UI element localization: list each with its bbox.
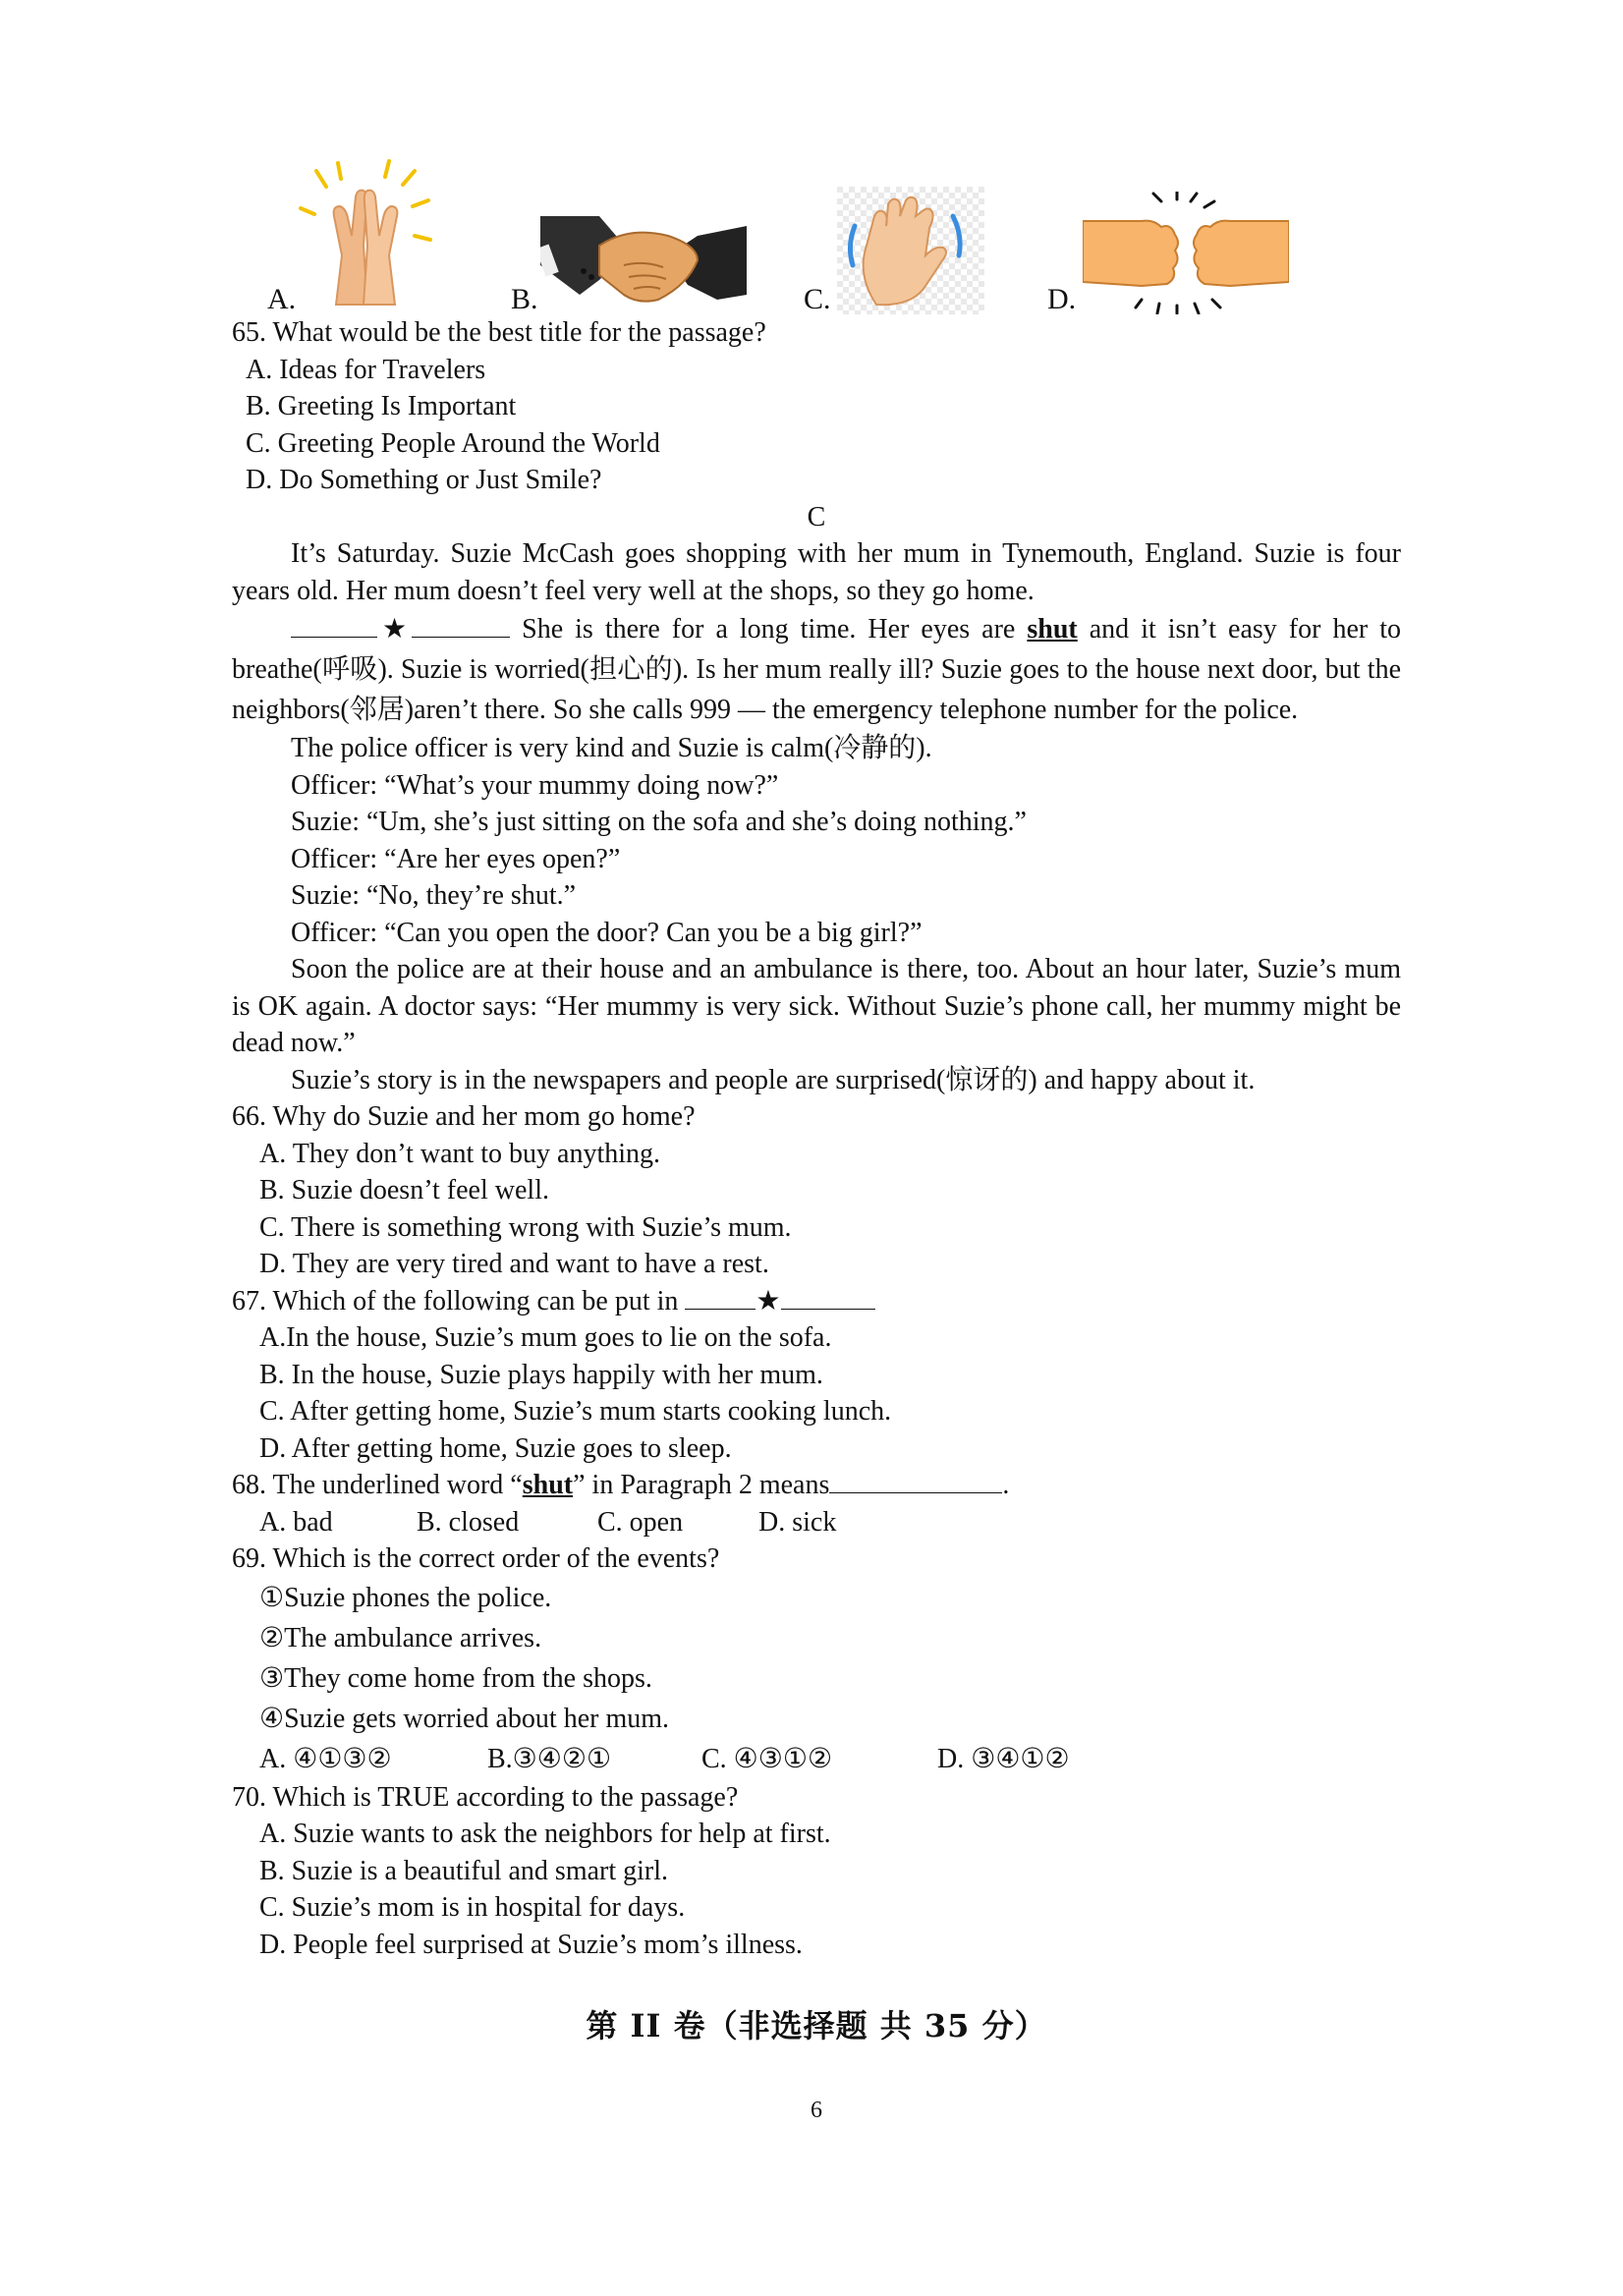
q68-option-c: C. open bbox=[597, 1506, 684, 1538]
q69-option-d: D. ③④①② bbox=[937, 1743, 1070, 1774]
q70-option-d: D. People feel surprised at Suzie’s mom’s illness. bbox=[259, 1929, 803, 1960]
waving-hand-icon bbox=[837, 187, 984, 314]
q70-stem: 70. Which is TRUE according to the passage? bbox=[232, 1781, 739, 1813]
picture-label-c: C. bbox=[804, 283, 831, 315]
passage-paragraph-3: The police officer is very kind and Suzie is calm(冷静的). bbox=[291, 733, 932, 763]
q68-stem bbox=[232, 1467, 1401, 1504]
q67-stem-text: 67. Which of the following can be put in bbox=[232, 1285, 686, 1316]
page-number: 6 bbox=[811, 2098, 822, 2123]
q65-option-c: C. Greeting People Around the World bbox=[246, 427, 660, 459]
passage-letter: C bbox=[807, 501, 826, 532]
q65-option-d: D. Do Something or Just Smile? bbox=[246, 465, 602, 495]
picture-options-row bbox=[232, 147, 1401, 314]
q65-stem: 65. What would be the best title for the passage? bbox=[232, 317, 766, 348]
blank-line bbox=[685, 1283, 756, 1310]
star-marker: ★ bbox=[756, 1285, 781, 1316]
underlined-word: shut bbox=[522, 1470, 574, 1500]
q67-option-b: B. In the house, Suzie plays happily with her mum. bbox=[259, 1359, 823, 1390]
q66-option-b: B. Suzie doesn’t feel well. bbox=[259, 1175, 549, 1205]
q70-option-a: A. Suzie wants to ask the neighbors for help at first. bbox=[259, 1819, 831, 1849]
passage-paragraph-4: Soon the police are at their house and an ambulance is there, too. About an hour later, Suzie’s mum is OK again. A doctor says: “Her mummy is very sick. Without Suzie’s phone call, her mummy might be dead now.” bbox=[232, 954, 1401, 1058]
q68-option-a: A. bad bbox=[259, 1506, 333, 1538]
q68-option-b: B. closed bbox=[417, 1506, 520, 1538]
underlined-word: shut bbox=[1027, 614, 1078, 644]
q68-option-d: D. sick bbox=[758, 1506, 837, 1538]
q70-option-b: B. Suzie is a beautiful and smart girl. bbox=[259, 1855, 669, 1886]
q67-option-c: C. After getting home, Suzie’s mum starts cooking lunch. bbox=[259, 1396, 892, 1427]
q69-option-b: B.③④②① bbox=[487, 1743, 612, 1774]
dialog-line: Suzie: “Um, she’s just sitting on the sofa and she’s doing nothing.” bbox=[291, 807, 1027, 837]
dialog-line: Officer: “Can you open the door? Can you be a big girl?” bbox=[291, 917, 923, 948]
handshake-icon bbox=[540, 206, 747, 314]
dialog-line: Officer: “Are her eyes open?” bbox=[291, 843, 621, 874]
picture-label-b: B. bbox=[511, 283, 538, 315]
dialog-line: Officer: “What’s your mummy doing now?” bbox=[291, 769, 779, 801]
q66-option-c: C. There is something wrong with Suzie’s mum. bbox=[259, 1211, 792, 1243]
paragraph-2-text-b: and it isn’t easy for her to breathe(呼吸). Suzie is worried(担心的). Is her mum really ill? Suzie goes to the house next door, but the neighbors(邻居)aren’t there. So she calls 999 — the emergency telephone number for the police. bbox=[232, 614, 1401, 725]
q66-stem: 66. Why do Suzie and her mom go home? bbox=[232, 1101, 696, 1132]
q68-stem-text: 68. The underlined word “ bbox=[232, 1470, 523, 1500]
q69-event: ①Suzie phones the police. bbox=[259, 1582, 552, 1613]
q69-event: ②The ambulance arrives. bbox=[259, 1622, 542, 1653]
high-five-icon bbox=[297, 157, 434, 314]
q68-stem-text: ” in Paragraph 2 means bbox=[573, 1470, 830, 1500]
q66-option-d: D. They are very tired and want to have a rest. bbox=[259, 1249, 769, 1279]
blank-line bbox=[291, 611, 377, 638]
passage-paragraph-2 bbox=[232, 609, 1401, 730]
passage-paragraph-5: Suzie’s story is in the newspapers and people are surprised(惊讶的) and happy about it. bbox=[291, 1064, 1256, 1095]
blank-line bbox=[829, 1467, 1002, 1493]
q68-options bbox=[232, 1504, 1401, 1541]
q69-option-c: C. ④③①② bbox=[701, 1743, 833, 1774]
q68-stem-end: . bbox=[1002, 1470, 1010, 1500]
q70-option-c: C. Suzie’s mom is in hospital for days. bbox=[259, 1892, 686, 1923]
q65-option-a: A. Ideas for Travelers bbox=[246, 354, 486, 385]
q69-event: ④Suzie gets worried about her mum. bbox=[259, 1703, 670, 1734]
q65-option-b: B. Greeting Is Important bbox=[246, 391, 517, 421]
q69-options bbox=[232, 1739, 1401, 1779]
q66-option-a: A. They don’t want to buy anything. bbox=[259, 1138, 661, 1169]
q67-stem bbox=[232, 1283, 1401, 1320]
q69-option-a: A. ④①③② bbox=[259, 1743, 392, 1774]
fist-bump-icon bbox=[1083, 192, 1289, 314]
blank-line bbox=[412, 611, 510, 638]
q69-stem: 69. Which is the correct order of the events? bbox=[232, 1543, 720, 1574]
passage-paragraph-1: It’s Saturday. Suzie McCash goes shopping with her mum in Tynemouth, England. Suzie is four years old. Her mum doesn’t feel very well at the shops, so they go home. bbox=[232, 538, 1401, 606]
q67-option-d: D. After getting home, Suzie goes to sleep. bbox=[259, 1432, 732, 1464]
q69-event: ③They come home from the shops. bbox=[259, 1662, 652, 1694]
blank-line bbox=[781, 1283, 875, 1310]
star-marker: ★ bbox=[377, 614, 413, 644]
dialog-line: Suzie: “No, they’re shut.” bbox=[291, 880, 577, 911]
picture-label-d: D. bbox=[1047, 283, 1077, 315]
paragraph-2-text-a: She is there for a long time. Her eyes are bbox=[510, 614, 1028, 644]
picture-label-a: A. bbox=[267, 283, 297, 315]
exam-page bbox=[232, 147, 1401, 2130]
section-title: 第 II 卷（非选择题 共 35 分） bbox=[586, 2007, 1047, 2044]
q67-option-a: A.In the house, Suzie’s mum goes to lie on the sofa. bbox=[259, 1322, 832, 1353]
